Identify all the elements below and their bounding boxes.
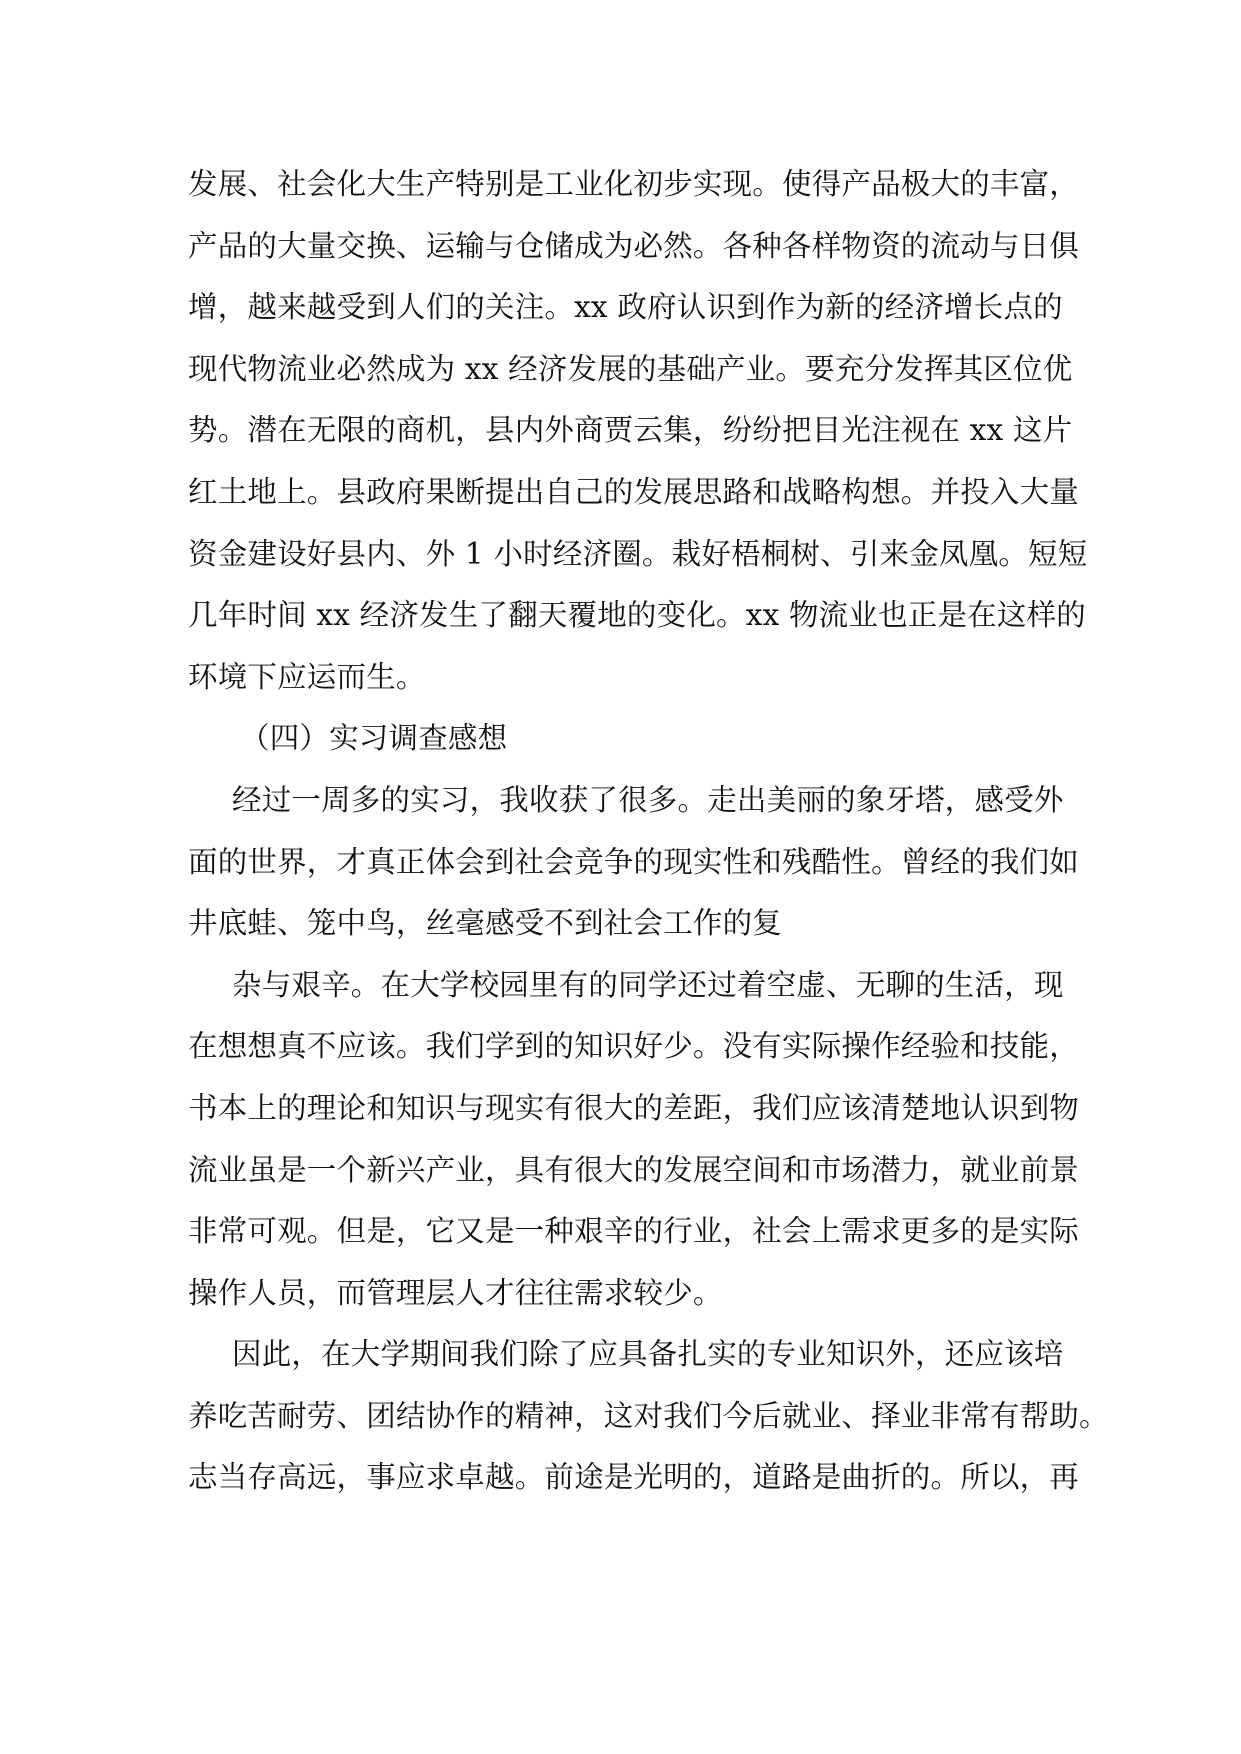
text-line: 发展、社会化大生产特别是工业化初步实现。使得产品极大的丰富， [188, 167, 1080, 201]
text-line: 资金建设好县内、外 1 小时经济圈。栽好梧桐树、引来金凤凰。短短 [188, 536, 1088, 571]
text-line: 志当存高远，事应求卓越。前途是光明的，道路是曲折的。所以，再 [188, 1460, 1080, 1495]
text-line: 增，越来越受到人们的关注。xx 政府认识到作为新的经济增长点的 [188, 290, 1063, 325]
text-line: 非常可观。但是，它又是一种艰辛的行业，社会上需求更多的是实际 [188, 1214, 1080, 1249]
text-line: 杂与艰辛。在大学校园里有的同学还过着空虚、无聊的生活，现 [232, 967, 1064, 1002]
text-line: 因此，在大学期间我们除了应具备扎实的专业知识外，还应该培 [232, 1337, 1064, 1372]
text-line: 经过一周多的实习，我收获了很多。走出美丽的象牙塔，感受外 [232, 782, 1064, 817]
body-text [188, 154, 1109, 1509]
text-line: 面的世界，才真正体会到社会竞争的现实性和残酷性。曾经的我们如 [188, 844, 1080, 879]
text-line: 几年时间 xx 经济发生了翻天覆地的变化。xx 物流业也正是在这样的 [188, 598, 1086, 633]
text-line: 井底蛙、笼中鸟，丝毫感受不到社会工作的复 [188, 906, 783, 941]
text-line: 产品的大量交换、运输与仓储成为必然。各种各样物资的流动与日俱 [188, 228, 1080, 263]
text-line: 书本上的理论和知识与现实有很大的差距，我们应该清楚地认识到物 [188, 1090, 1080, 1125]
text-line: 现代物流业必然成为 xx 经济发展的基础产业。要充分发挥其区位优 [188, 351, 1073, 386]
section-heading: （四）实习调查感想 [240, 721, 508, 756]
text-line: 在想想真不应该。我们学到的知识好少。没有实际操作经验和技能， [188, 1029, 1080, 1064]
text-line: 流业虽是一个新兴产业，具有很大的发展空间和市场潜力，就业前景 [188, 1152, 1080, 1187]
text-line: 势。潜在无限的商机，县内外商贾云集，纷纷把目光注视在 xx 这片 [188, 413, 1073, 448]
text-line: 操作人员，而管理层人才往往需求较少。 [188, 1275, 723, 1310]
text-line: 环境下应运而生。 [188, 659, 426, 694]
text-line: 红土地上。县政府果断提出自己的发展思路和战略构想。并投入大量 [188, 474, 1080, 509]
text-line: 养吃苦耐劳、团结协作的精神，这对我们今后就业、择业非常有帮助。 [188, 1398, 1109, 1433]
